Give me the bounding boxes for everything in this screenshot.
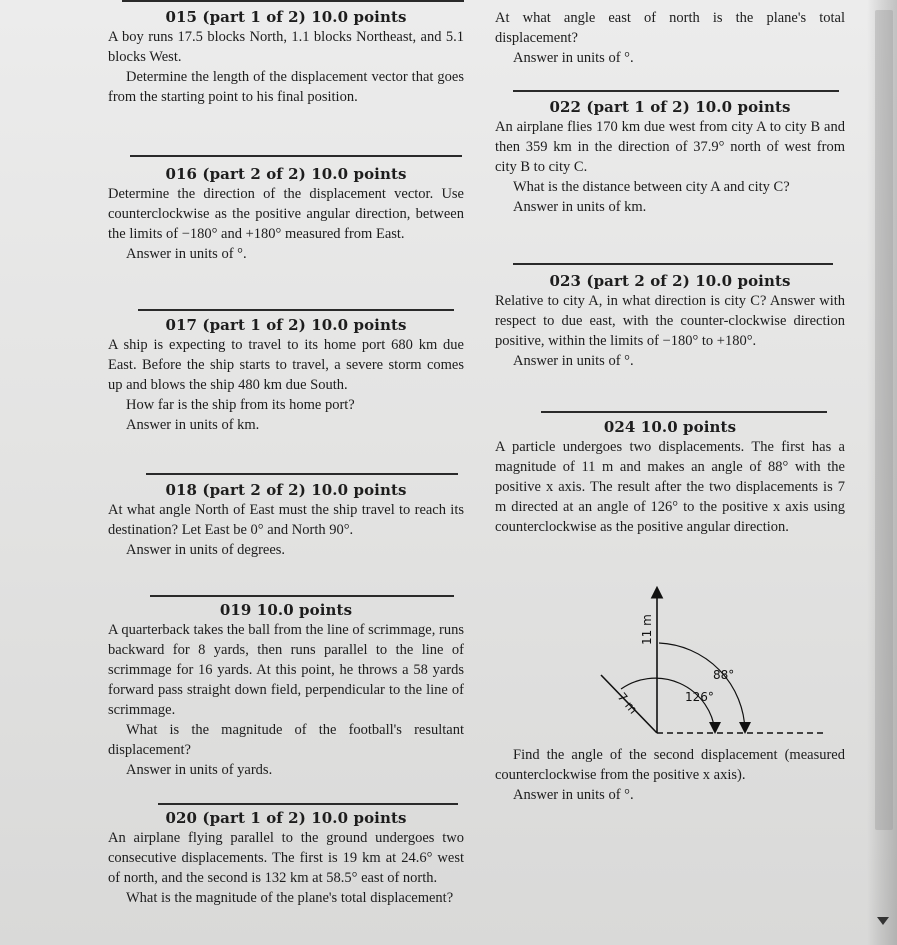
answer-units: Answer in units of km. xyxy=(126,417,260,433)
label-angle-result: 126° xyxy=(685,690,714,704)
problem-question: At what angle east of north is the plane's total displacement? xyxy=(495,10,845,46)
label-first-magnitude: 11 m xyxy=(640,614,654,645)
problem-header: 015 (part 1 of 2) 10.0 points xyxy=(165,8,407,26)
problem-text: Relative to city A, in what direction is city C? Answer with respect to due east, with the counter-clockwise direction positive, within the limits of −180° to +180°. xyxy=(495,293,845,349)
answer-units: Answer in units of km. xyxy=(513,199,647,215)
divider xyxy=(541,411,827,413)
divider xyxy=(146,473,458,475)
problem-header: 020 (part 1 of 2) 10.0 points xyxy=(165,809,407,827)
problem-020 xyxy=(108,809,464,908)
problem-question: What is the magnitude of the football's resultant displacement? xyxy=(108,722,464,758)
problem-text: An airplane flies 170 km due west from city A to city B and then 359 km in the direction of 37.9° north of west from city B to city C. xyxy=(495,119,845,175)
top-rule xyxy=(122,0,464,2)
left-column xyxy=(108,0,464,945)
problem-question: Determine the length of the displacement vector that goes from the starting point to his final position. xyxy=(108,69,464,105)
problem-header: 018 (part 2 of 2) 10.0 points xyxy=(165,481,407,499)
problem-text: A boy runs 17.5 blocks North, 1.1 blocks Northeast, and 5.1 blocks West. xyxy=(108,29,464,65)
problem-015 xyxy=(108,8,464,107)
problem-024-question xyxy=(495,745,845,805)
displacement-diagram xyxy=(595,585,831,745)
divider xyxy=(130,155,462,157)
problem-header: 022 (part 1 of 2) 10.0 points xyxy=(549,98,791,116)
problem-019 xyxy=(108,601,464,780)
scroll-down-arrow-icon[interactable] xyxy=(877,917,889,925)
problem-header: 016 (part 2 of 2) 10.0 points xyxy=(165,165,407,183)
answer-units: Answer in units of °. xyxy=(126,246,247,262)
problem-text: Determine the direction of the displacement vector. Use counterclockwise as the positive angular direction, between the limits of −180° and +180° measured from East. xyxy=(108,186,464,242)
problem-header: 019 10.0 points xyxy=(219,601,353,619)
problem-018 xyxy=(108,481,464,560)
divider xyxy=(158,803,458,805)
divider xyxy=(513,263,833,265)
angle-arc-first xyxy=(659,643,745,731)
problem-question: Find the angle of the second displacement (measured counterclockwise from the positive x axis). xyxy=(495,747,845,783)
problem-text: A quarterback takes the ball from the line of scrimmage, runs backward for 8 yards, then runs parallel to the line of scrimmage for 16 yards. At this point, he throws a 58 yards forward pass straight down field, perpendicular to the line of scrimmage. xyxy=(108,622,464,718)
problem-text: A ship is expecting to travel to its home port 680 km due East. Before the ship starts to travel, a severe storm comes up and blows the ship 480 km due South. xyxy=(108,337,464,393)
problem-question: What is the distance between city A and city C? xyxy=(513,179,790,195)
problem-header: 017 (part 1 of 2) 10.0 points xyxy=(165,316,407,334)
problem-023 xyxy=(495,272,845,371)
problem-question: What is the magnitude of the plane's total displacement? xyxy=(126,890,454,906)
problem-022 xyxy=(495,98,845,217)
label-result-magnitude: 7 m xyxy=(614,689,641,717)
problem-024 xyxy=(495,418,845,537)
answer-units: Answer in units of °. xyxy=(513,787,634,803)
problem-header: 023 (part 2 of 2) 10.0 points xyxy=(549,272,791,290)
problem-017 xyxy=(108,316,464,435)
problem-text: A particle undergoes two displacements. The first has a magnitude of 11 m and makes an angle of 88° with the positive x axis. The result after the two displacements is 7 m directed at an angle of 126° to the positive x axis using counterclockwise as the positive angular direction. xyxy=(495,439,845,535)
problem-question: How far is the ship from its home port? xyxy=(126,397,355,413)
divider xyxy=(138,309,454,311)
problem-021 xyxy=(495,8,845,68)
divider xyxy=(150,595,454,597)
answer-units: Answer in units of °. xyxy=(513,353,634,369)
scrollbar-thumb[interactable] xyxy=(875,10,893,830)
right-column xyxy=(495,0,845,945)
problem-text: An airplane flying parallel to the ground undergoes two consecutive displacements. The first is 19 km at 24.6° west of north, and the second is 132 km at 58.5° east of north. xyxy=(108,830,464,886)
answer-units: Answer in units of yards. xyxy=(126,762,273,778)
answer-units: Answer in units of °. xyxy=(513,50,634,66)
label-angle-first: 88° xyxy=(713,668,735,682)
problem-016 xyxy=(108,165,464,264)
problem-header: 024 10.0 points xyxy=(603,418,737,436)
divider xyxy=(513,90,839,92)
answer-units: Answer in units of degrees. xyxy=(126,542,286,558)
problem-text: At what angle North of East must the ship travel to reach its destination? Let East be 0° and North 90°. xyxy=(108,502,464,538)
